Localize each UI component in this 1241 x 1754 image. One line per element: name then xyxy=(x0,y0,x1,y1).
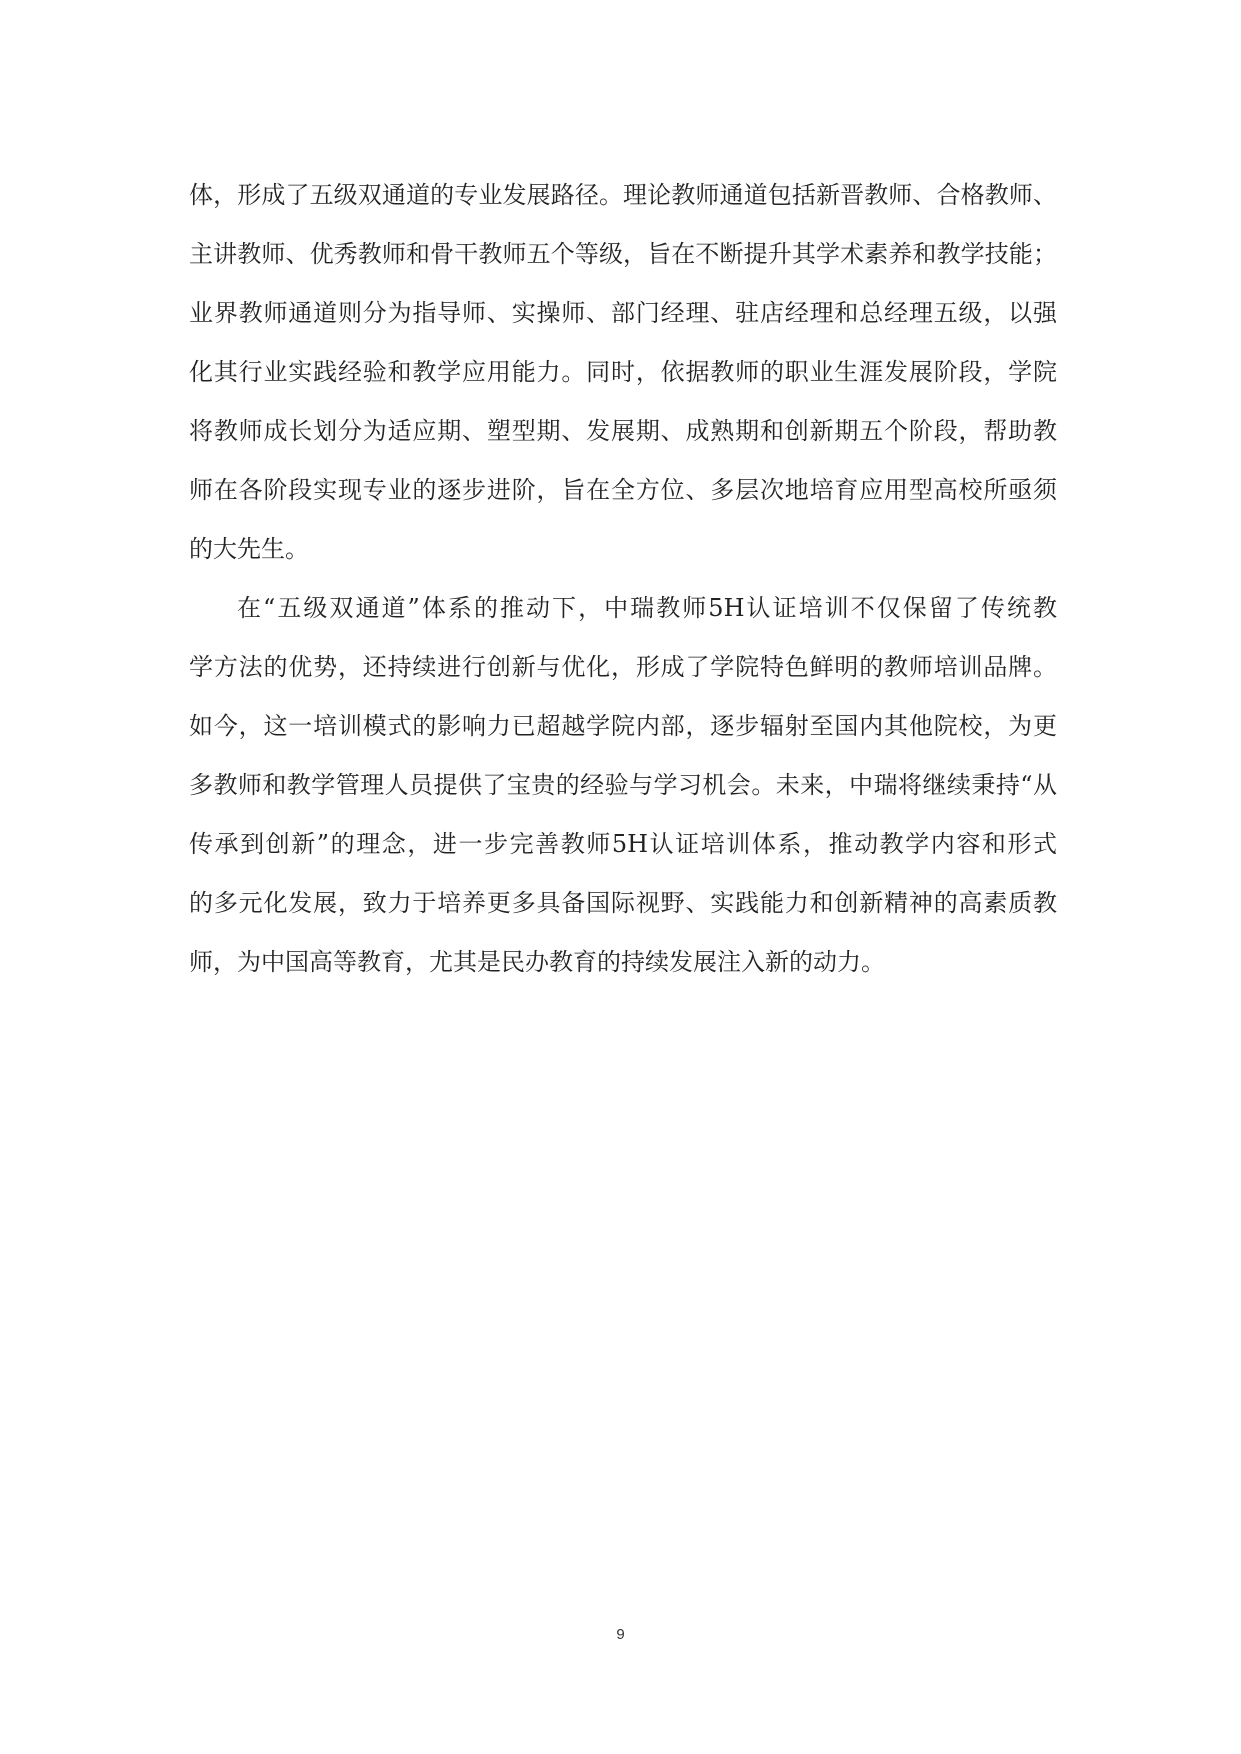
text-line: 在“五级双通道”体系的推动下，中瑞教师5H认证培训不仅保留了传统教 xyxy=(237,594,1057,622)
text-line: 的多元化发展，致力于培养更多具备国际视野、实践能力和创新精神的高素质教 xyxy=(189,889,1057,917)
body-text xyxy=(189,166,1057,992)
text-line: 业界教师通道则分为指导师、实操师、部门经理、驻店经理和总经理五级，以强 xyxy=(189,299,1057,327)
text-line: 师在各阶段实现专业的逐步进阶，旨在全方位、多层次地培育应用型高校所亟须 xyxy=(189,476,1057,504)
text-line: 多教师和教学管理人员提供了宝贵的经验与学习机会。未来，中瑞将继续秉持“从 xyxy=(189,771,1057,799)
text-line: 化其行业实践经验和教学应用能力。同时，依据教师的职业生涯发展阶段，学院 xyxy=(189,358,1057,386)
paragraph-1 xyxy=(189,166,1057,579)
text-line: 体，形成了五级双通道的专业发展路径。理论教师通道包括新晋教师、合格教师、 xyxy=(189,181,1057,209)
text-line: 将教师成长划分为适应期、塑型期、发展期、成熟期和创新期五个阶段，帮助教 xyxy=(189,417,1057,445)
text-line: 学方法的优势，还持续进行创新与优化，形成了学院特色鲜明的教师培训品牌。 xyxy=(189,653,1057,681)
page-number: 9 xyxy=(616,1626,625,1643)
text-line: 如今，这一培训模式的影响力已超越学院内部，逐步辐射至国内其他院校，为更 xyxy=(189,712,1057,740)
paragraph-2 xyxy=(189,579,1057,992)
text-line: 师，为中国高等教育，尤其是民办教育的持续发展注入新的动力。 xyxy=(189,948,885,976)
text-line: 的大先生。 xyxy=(189,535,309,563)
text-line: 主讲教师、优秀教师和骨干教师五个等级，旨在不断提升其学术素养和教学技能； xyxy=(189,240,1057,268)
text-line: 传承到创新”的理念，进一步完善教师5H认证培训体系，推动教学内容和形式 xyxy=(189,830,1057,858)
